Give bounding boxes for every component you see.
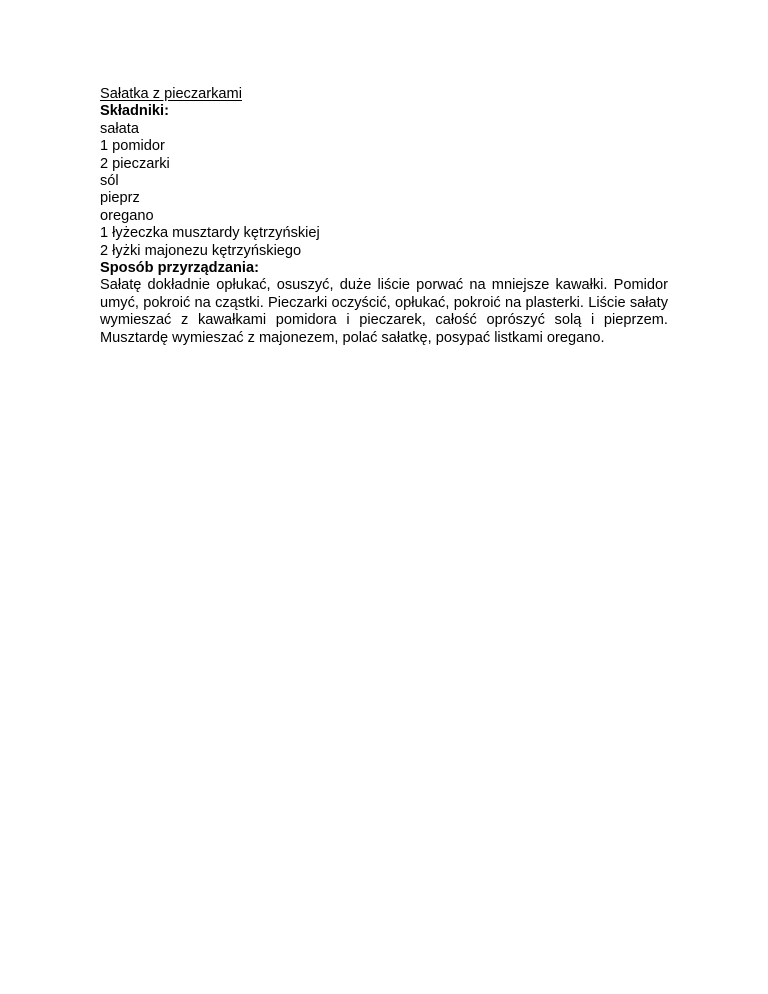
ingredient-item: sól [100, 173, 119, 190]
ingredient-item: 1 łyżeczka musztardy kętrzyńskiej [100, 225, 320, 242]
ingredient-item: 2 łyżki majonezu kętrzyńskiego [100, 242, 302, 259]
ingredient-item: 1 pomidor [100, 138, 165, 155]
method-paragraph: Sałatę dokładnie opłukać, osuszyć, duże liście porwać na mniejsze kawałki. Pomidor umyć, pokroić na cząstki. Pieczarki oczyścić, opłukać, pokroić na plasterki. Liście sałaty wymieszać z kawałkami pomidora i pieczarek, całość oprószyć solą i pieprzem. Musztardę wymieszać z majonezem, polać sałatkę, posypać listkami oregano. [100, 277, 668, 346]
ingredient-item: 2 pieczarki [100, 155, 170, 172]
recipe-content [100, 86, 668, 347]
method-heading: Sposób przyrządzania: [100, 260, 259, 277]
ingredient-item: sałata [100, 120, 139, 137]
ingredients-heading: Składniki: [100, 103, 169, 120]
recipe-title: Sałatka z pieczarkami [100, 86, 242, 102]
ingredient-item: oregano [100, 207, 154, 224]
ingredient-item: pieprz [100, 190, 140, 207]
ingredients-list [100, 121, 668, 260]
